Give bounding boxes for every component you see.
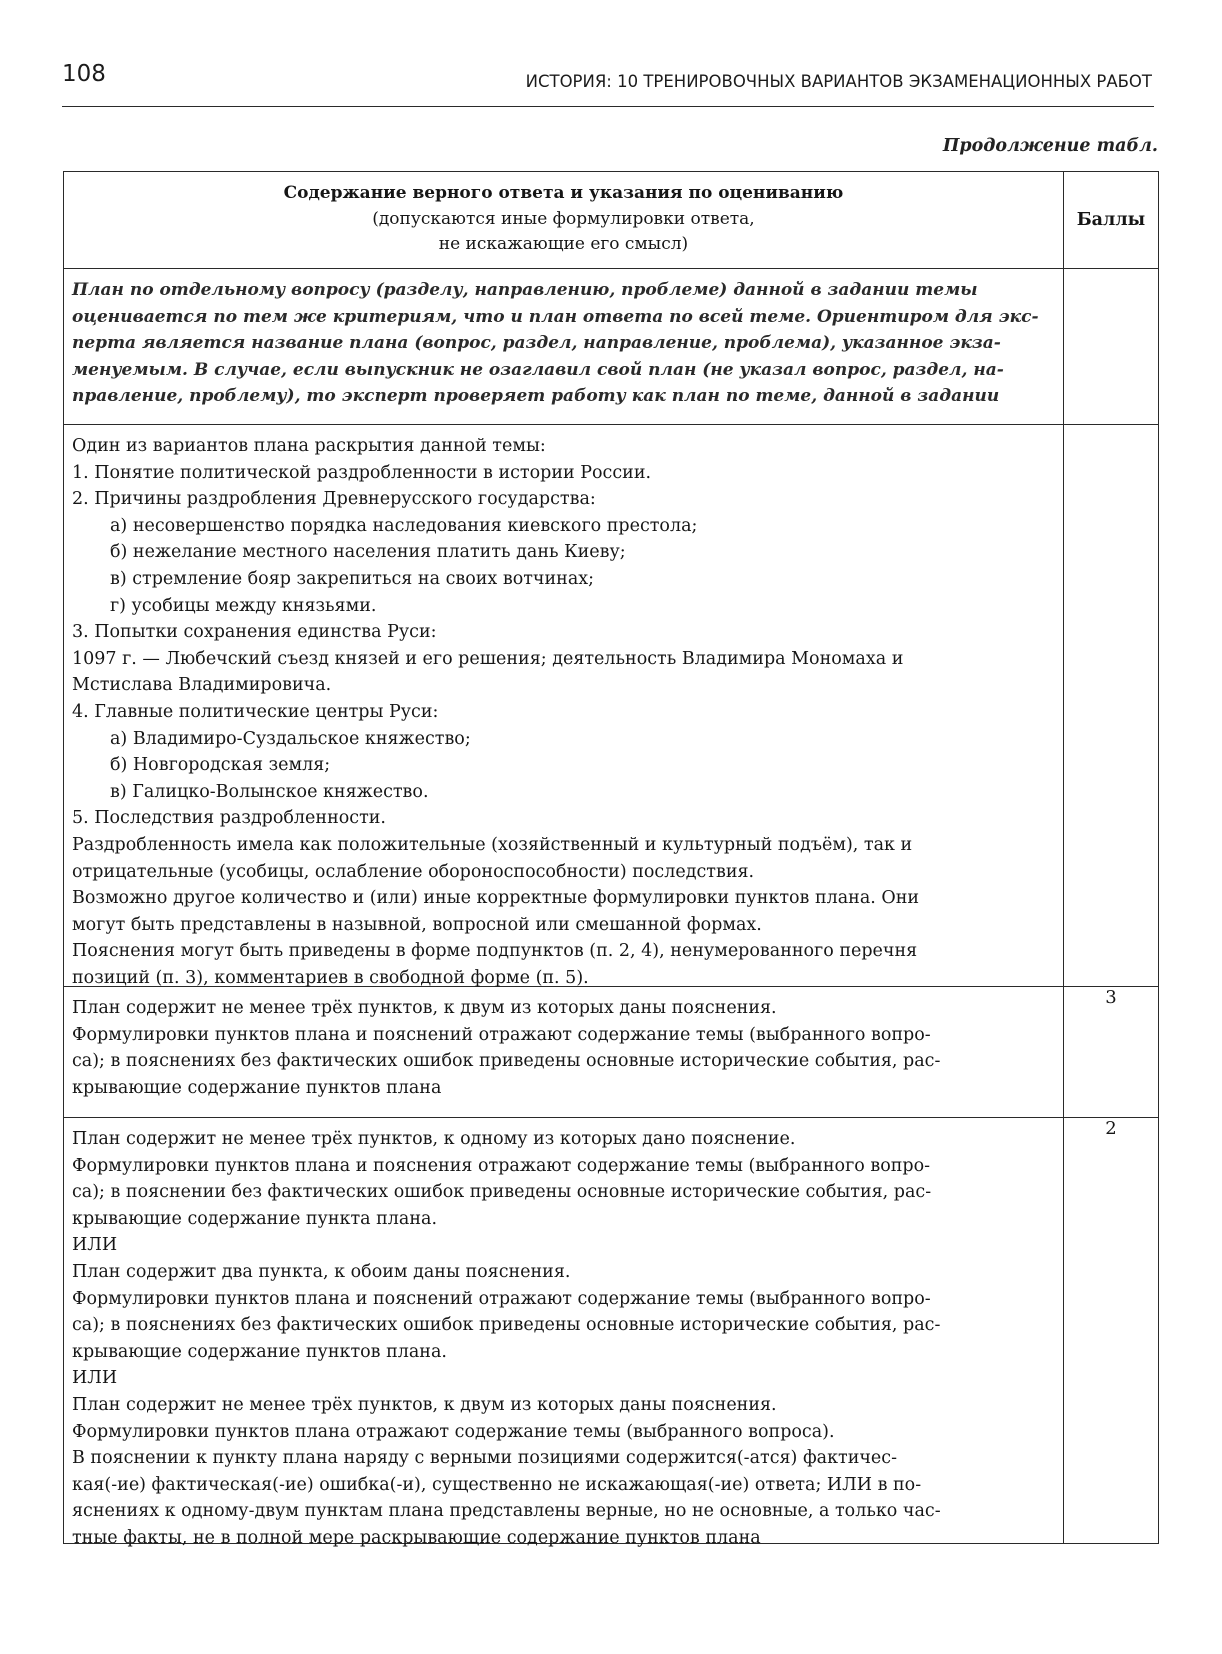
content-header-subtitle: (допускаются иные формулировки ответа, (372, 208, 755, 229)
plan-remark: Пояснения могут быть приведены в форме подпунктов (п. 2, 4), ненумерованного перечня (72, 941, 918, 962)
score-column-header: Баллы (1063, 172, 1158, 269)
plan-point: 3. Попытки сохранения единства Руси: (72, 622, 437, 643)
plan-cell (64, 425, 1064, 987)
plan-subpoint: б) нежелание местного населения платить дань Киеву; (110, 542, 626, 563)
plan-subpoint: а) Владимиро-Суздальское княжество; (110, 728, 471, 749)
criteria-or: ИЛИ (72, 1368, 118, 1389)
criteria-3-cell (64, 987, 1064, 1118)
plan-intro: Один из вариантов плана раскрытия данной темы: (72, 436, 546, 456)
criteria-2-cell (64, 1118, 1064, 1548)
criteria-line: План содержит не менее трёх пунктов, к двум из которых даны пояснения. (72, 998, 777, 1018)
table-row-note (64, 269, 1159, 425)
criteria-line: са); в пояснениях без фактических ошибок приведены основные исторические события, рас- (72, 1315, 941, 1336)
criteria-line: са); в пояснениях без фактических ошибок приведены основные исторические события, рас- (72, 1051, 941, 1072)
criteria-line: яснениях к одному-двум пунктам плана представлены верные, но не основные, а только час- (72, 1501, 941, 1522)
content-column-header (64, 172, 1064, 269)
plan-point: 4. Главные политические центры Руси: (72, 701, 439, 722)
plan-text: 1097 г. — Любечский съезд князей и его решения; деятельность Владимира Мономаха и (72, 648, 904, 669)
criteria-line: кая(-ие) фактическая(-ие) ошибка(-и), существенно не искажающая(-ие) ответа; ИЛИ в по- (72, 1474, 922, 1495)
plan-point: 2. Причины раздробления Древнерусского государства: (72, 489, 596, 510)
table-row-score-3 (64, 987, 1159, 1118)
plan-subpoint: а) несовершенство порядка наследования киевского престола; (110, 515, 698, 536)
criteria-line: крывающие содержание пунктов плана. (72, 1341, 447, 1362)
continuation-label: Продолжение табл. (942, 136, 1158, 156)
note-line: менуемым. В случае, если выпускник не озаглавил свой план (не указал вопрос, раздел, на- (72, 359, 1004, 380)
plan-subpoint: в) стремление бояр закрепиться на своих вотчинах; (110, 568, 595, 589)
plan-remark: могут быть представлены в назывной, вопросной или смешанной формах. (72, 914, 762, 935)
header-rule (62, 106, 1154, 107)
criteria-line: са); в пояснении без фактических ошибок приведены основные исторические события, рас- (72, 1182, 932, 1203)
note-line: оценивается по тем же критериям, что и план ответа по всей теме. Ориентиром для экс- (72, 306, 1039, 327)
criteria-line: Формулировки пунктов плана и пояснения отражают содержание темы (выбранного вопро- (72, 1155, 931, 1176)
note-cell (64, 269, 1064, 425)
criteria-line: Формулировки пунктов плана и пояснений отражают содержание темы (выбранного вопро- (72, 1024, 931, 1045)
content-header-subtitle: не искажающие его смысл) (438, 234, 689, 254)
plan-point: 1. Понятие политической раздробленности в истории России. (72, 462, 652, 483)
plan-point: 5. Последствия раздробленности. (72, 808, 386, 829)
plan-remark: позиций (п. 3), комментариев в свободной форме (п. 5). (72, 967, 589, 988)
score-cell-empty (1063, 425, 1158, 987)
plan-text: отрицательные (усобицы, ослабление обороноспособности) последствия. (72, 861, 755, 882)
plan-text: Мстислава Владимировича. (72, 675, 332, 696)
criteria-line: План содержит два пункта, к обоим даны пояснения. (72, 1261, 571, 1282)
plan-subpoint: г) усобицы между князьями. (110, 595, 377, 616)
grading-table (63, 171, 1159, 1548)
note-line: перта является название плана (вопрос, раздел, направление, проблема), указанное экза- (72, 333, 1001, 354)
table-row-plan (64, 425, 1159, 987)
note-line: правление, проблему), то эксперт проверяет работу как план по теме, данной в задании (72, 386, 1000, 407)
content-header-title: Содержание верного ответа и указания по оцениванию (283, 183, 844, 203)
page-number: 108 (62, 61, 106, 87)
running-title: ИСТОРИЯ: 10 ТРЕНИРОВОЧНЫХ ВАРИАНТОВ ЭКЗАМЕНАЦИОННЫХ РАБОТ (525, 72, 1152, 91)
criteria-line: План содержит не менее трёх пунктов, к одному из которых дано пояснение. (72, 1129, 796, 1149)
plan-subpoint: б) Новгородская земля; (110, 755, 331, 776)
plan-text: Раздробленность имела как положительные (хозяйственный и культурный подъём), так и (72, 834, 913, 855)
criteria-line: Формулировки пунктов плана отражают содержание темы (выбранного вопроса). (72, 1421, 835, 1442)
table-row-score-2 (64, 1118, 1159, 1544)
criteria-line: крывающие содержание пунктов плана (72, 1077, 442, 1098)
plan-subpoint: в) Галицко-Волынское княжество. (110, 781, 429, 802)
criteria-line: тные факты, не в полной мере раскрывающие содержание пунктов плана (72, 1527, 761, 1548)
criteria-or: ИЛИ (72, 1235, 118, 1256)
criteria-line: В пояснении к пункту плана наряду с верными позициями содержится(-атся) фактичес- (72, 1448, 897, 1469)
criteria-line: Формулировки пунктов плана и пояснений отражают содержание темы (выбранного вопро- (72, 1288, 931, 1309)
criteria-line: План содержит не менее трёх пунктов, к двум из которых даны пояснения. (72, 1394, 777, 1415)
table-header-row (64, 172, 1159, 269)
score-value: 2 (1063, 1118, 1158, 1544)
score-value: 3 (1063, 987, 1158, 1118)
note-line: План по отдельному вопросу (разделу, направлению, проблеме) данной в задании темы (72, 280, 978, 300)
score-cell-empty (1063, 269, 1158, 425)
plan-remark: Возможно другое количество и (или) иные корректные формулировки пунктов плана. Они (72, 888, 920, 909)
criteria-line: крывающие содержание пункта плана. (72, 1208, 438, 1229)
